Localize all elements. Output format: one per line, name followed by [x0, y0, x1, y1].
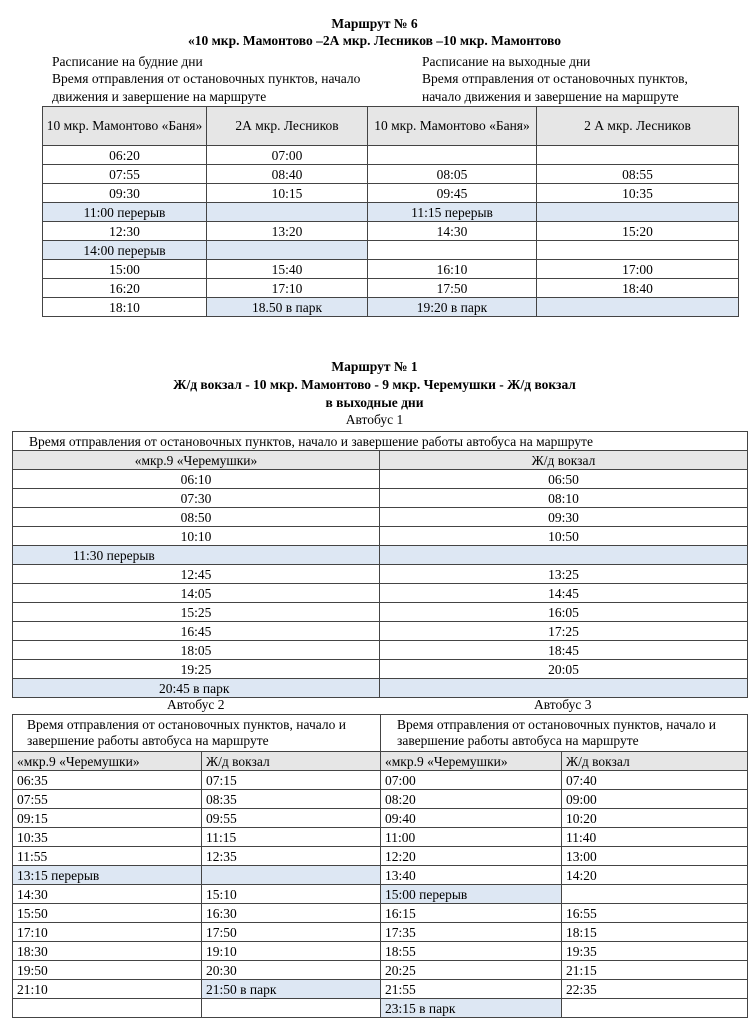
table-cell: 20:05	[380, 660, 748, 679]
table-cell: 14:45	[380, 584, 748, 603]
break-cell: 15:00 перерыв	[381, 885, 562, 904]
table-cell: 13:40	[381, 866, 562, 885]
table-row	[43, 146, 739, 165]
table-row	[43, 241, 739, 260]
table-cell: 06:20	[43, 146, 207, 165]
table-row	[13, 546, 748, 565]
table-row	[13, 565, 748, 584]
table-cell: 10:20	[562, 809, 748, 828]
route1-subtitle: Ж/д вокзал - 10 мкр. Мамонтово - 9 мкр. Черемушки - Ж/д вокзал	[173, 377, 576, 392]
table-cell: 06:10	[13, 470, 380, 489]
table-row	[13, 980, 748, 999]
table-row	[13, 790, 748, 809]
table-cell: 19:25	[13, 660, 380, 679]
table-row	[43, 165, 739, 184]
table-row	[13, 904, 748, 923]
table-cell	[537, 203, 739, 222]
column-header: 10 мкр. Мамонтово «Баня»	[368, 107, 537, 146]
table-row	[13, 923, 748, 942]
table-cell: 13:00	[562, 847, 748, 866]
column-header: «мкр.9 «Черемушки»	[381, 752, 562, 771]
column-header: «мкр.9 «Черемушки»	[13, 752, 202, 771]
table-cell: 09:30	[380, 508, 748, 527]
table-cell	[537, 241, 739, 260]
table-cell: 21:55	[381, 980, 562, 999]
table-row	[13, 584, 748, 603]
column-header: Ж/д вокзал	[380, 451, 748, 470]
table-cell	[537, 298, 739, 317]
table-cell: 17:50	[368, 279, 537, 298]
table-cell: 16:30	[202, 904, 381, 923]
table-cell	[13, 999, 202, 1018]
table-cell	[368, 146, 537, 165]
table-cell: 10:15	[207, 184, 368, 203]
break-cell: 13:15 перерыв	[13, 866, 202, 885]
table-cell: 17:00	[537, 260, 739, 279]
table-row	[13, 999, 748, 1018]
table-cell: 08:20	[381, 790, 562, 809]
to-depot-cell: 18.50 в парк	[207, 298, 368, 317]
table-cell: 10:50	[380, 527, 748, 546]
bus3-label: Автобус 3	[534, 697, 592, 712]
bus1-description: Время отправления от остановочных пунктов, начало и завершение работы автобуса на маршруте	[13, 432, 748, 451]
bus2-label: Автобус 2	[167, 697, 225, 712]
table-row	[13, 622, 748, 641]
table-row	[13, 961, 748, 980]
table-row	[43, 184, 739, 203]
table-cell: 18:40	[537, 279, 739, 298]
table-cell: 15:00	[43, 260, 207, 279]
table-caption-row	[13, 715, 748, 752]
route1-title: Маршрут № 1	[331, 359, 418, 374]
column-header: Ж/д вокзал	[202, 752, 381, 771]
table-row	[13, 771, 748, 790]
table-cell: 07:40	[562, 771, 748, 790]
weekday-desc-line1: Время отправления от остановочных пунктов, начало	[52, 71, 361, 86]
table-cell: 09:30	[43, 184, 207, 203]
route1-days: в выходные дни	[325, 395, 424, 410]
column-header: «мкр.9 «Черемушки»	[13, 451, 380, 470]
table-header-row	[13, 451, 748, 470]
table-row	[43, 298, 739, 317]
table-cell: 10:35	[13, 828, 202, 847]
table-row	[13, 641, 748, 660]
break-cell: 11:15 перерыв	[368, 203, 537, 222]
table-cell: 07:00	[207, 146, 368, 165]
table-cell	[207, 203, 368, 222]
table-cell: 19:10	[202, 942, 381, 961]
table-row	[13, 660, 748, 679]
table-cell: 18:30	[13, 942, 202, 961]
table-cell: 08:55	[537, 165, 739, 184]
table-cell	[368, 241, 537, 260]
table-cell: 17:50	[202, 923, 381, 942]
table-cell: 18:15	[562, 923, 748, 942]
table-row	[13, 508, 748, 527]
table-row	[13, 527, 748, 546]
table-cell: 17:10	[13, 923, 202, 942]
table-cell: 08:10	[380, 489, 748, 508]
table-cell	[562, 885, 748, 904]
table-cell	[202, 999, 381, 1018]
table-cell: 15:50	[13, 904, 202, 923]
table-row	[13, 885, 748, 904]
bus1-table	[12, 431, 748, 698]
table-cell: 12:20	[381, 847, 562, 866]
table-cell: 11:55	[13, 847, 202, 866]
column-header: Ж/д вокзал	[562, 752, 748, 771]
table-cell: 14:30	[13, 885, 202, 904]
table-cell: 14:30	[368, 222, 537, 241]
table-cell: 16:05	[380, 603, 748, 622]
table-cell: 21:10	[13, 980, 202, 999]
table-cell: 09:15	[13, 809, 202, 828]
table-cell: 18:10	[43, 298, 207, 317]
table-cell: 19:50	[13, 961, 202, 980]
table-cell: 16:45	[13, 622, 380, 641]
table-cell: 18:45	[380, 641, 748, 660]
table-cell: 08:35	[202, 790, 381, 809]
table-row	[13, 470, 748, 489]
table-cell: 17:10	[207, 279, 368, 298]
table-row	[13, 603, 748, 622]
table-cell: 06:50	[380, 470, 748, 489]
table-cell: 18:55	[381, 942, 562, 961]
weekend-label: Расписание на выходные дни	[422, 54, 591, 69]
table-caption-row	[13, 432, 748, 451]
weekday-desc-line2: движения и завершение на маршруте	[52, 89, 267, 104]
table-cell: 16:20	[43, 279, 207, 298]
table-cell: 16:15	[381, 904, 562, 923]
table-cell: 09:45	[368, 184, 537, 203]
table-cell: 10:10	[13, 527, 380, 546]
table-cell	[202, 866, 381, 885]
table-cell: 16:55	[562, 904, 748, 923]
table-row	[13, 866, 748, 885]
table-cell: 12:35	[202, 847, 381, 866]
table-cell: 09:40	[381, 809, 562, 828]
table-cell	[207, 241, 368, 260]
table-cell: 17:25	[380, 622, 748, 641]
table-cell: 12:30	[43, 222, 207, 241]
table-cell: 11:15	[202, 828, 381, 847]
column-header: 10 мкр. Мамонтово «Баня»	[43, 107, 207, 146]
table-cell: 08:40	[207, 165, 368, 184]
table-cell	[380, 546, 748, 565]
to-depot-cell: 19:20 в парк	[368, 298, 537, 317]
table-cell: 12:45	[13, 565, 380, 584]
table-cell: 16:10	[368, 260, 537, 279]
table-cell: 07:15	[202, 771, 381, 790]
table-cell: 07:55	[13, 790, 202, 809]
to-depot-cell: 21:50 в парк	[202, 980, 381, 999]
table-row	[13, 489, 748, 508]
table-header-row	[43, 107, 739, 146]
table-row	[13, 828, 748, 847]
break-cell: 11:30 перерыв	[13, 546, 380, 565]
weekday-label: Расписание на будние дни	[52, 54, 203, 69]
table-cell	[380, 679, 748, 698]
table-cell: 08:05	[368, 165, 537, 184]
bus3-description: Время отправления от остановочных пунктов, начало и завершение работы автобуса на маршруте	[381, 715, 748, 752]
table-cell: 20:30	[202, 961, 381, 980]
table-cell: 20:25	[381, 961, 562, 980]
to-depot-cell: 20:45 в парк	[13, 679, 380, 698]
table-cell: 14:20	[562, 866, 748, 885]
table-row	[13, 809, 748, 828]
table-cell: 19:35	[562, 942, 748, 961]
table-cell: 18:05	[13, 641, 380, 660]
table-cell: 17:35	[381, 923, 562, 942]
table-cell: 11:40	[562, 828, 748, 847]
weekend-desc-line1: Время отправления от остановочных пунктов,	[422, 71, 688, 86]
table-cell: 09:00	[562, 790, 748, 809]
table-row	[43, 203, 739, 222]
table-cell: 21:15	[562, 961, 748, 980]
table-row	[43, 222, 739, 241]
weekend-desc-line2: начало движения и завершение на маршруте	[422, 89, 679, 104]
break-cell: 14:00 перерыв	[43, 241, 207, 260]
table-cell: 15:25	[13, 603, 380, 622]
table-row	[43, 260, 739, 279]
table-cell: 14:05	[13, 584, 380, 603]
column-header: 2 А мкр. Лесников	[537, 107, 739, 146]
table-cell: 15:20	[537, 222, 739, 241]
table-cell: 13:20	[207, 222, 368, 241]
table-cell: 15:40	[207, 260, 368, 279]
to-depot-cell: 23:15 в парк	[381, 999, 562, 1018]
table-header-row	[13, 752, 748, 771]
break-cell: 11:00 перерыв	[43, 203, 207, 222]
table-cell	[537, 146, 739, 165]
table-cell: 10:35	[537, 184, 739, 203]
route6-subtitle: «10 мкр. Мамонтово –2А мкр. Лесников –10 мкр. Мамонтово	[187, 33, 561, 48]
table-row	[13, 679, 748, 698]
table-cell: 07:55	[43, 165, 207, 184]
bus2-description: Время отправления от остановочных пунктов, начало и завершение работы автобуса на маршруте	[13, 715, 381, 752]
table-row	[13, 847, 748, 866]
table-cell	[562, 999, 748, 1018]
table-row	[43, 279, 739, 298]
table-cell: 13:25	[380, 565, 748, 584]
table-cell: 08:50	[13, 508, 380, 527]
table-cell: 15:10	[202, 885, 381, 904]
table-cell: 06:35	[13, 771, 202, 790]
table-cell: 11:00	[381, 828, 562, 847]
table-cell: 07:30	[13, 489, 380, 508]
route6-table	[42, 106, 739, 317]
bus23-table	[12, 714, 748, 1018]
route6-title: Маршрут № 6	[331, 16, 418, 31]
table-cell: 22:35	[562, 980, 748, 999]
table-cell: 09:55	[202, 809, 381, 828]
table-row	[13, 942, 748, 961]
bus1-label: Автобус 1	[345, 412, 404, 427]
table-cell: 07:00	[381, 771, 562, 790]
column-header: 2А мкр. Лесников	[207, 107, 368, 146]
